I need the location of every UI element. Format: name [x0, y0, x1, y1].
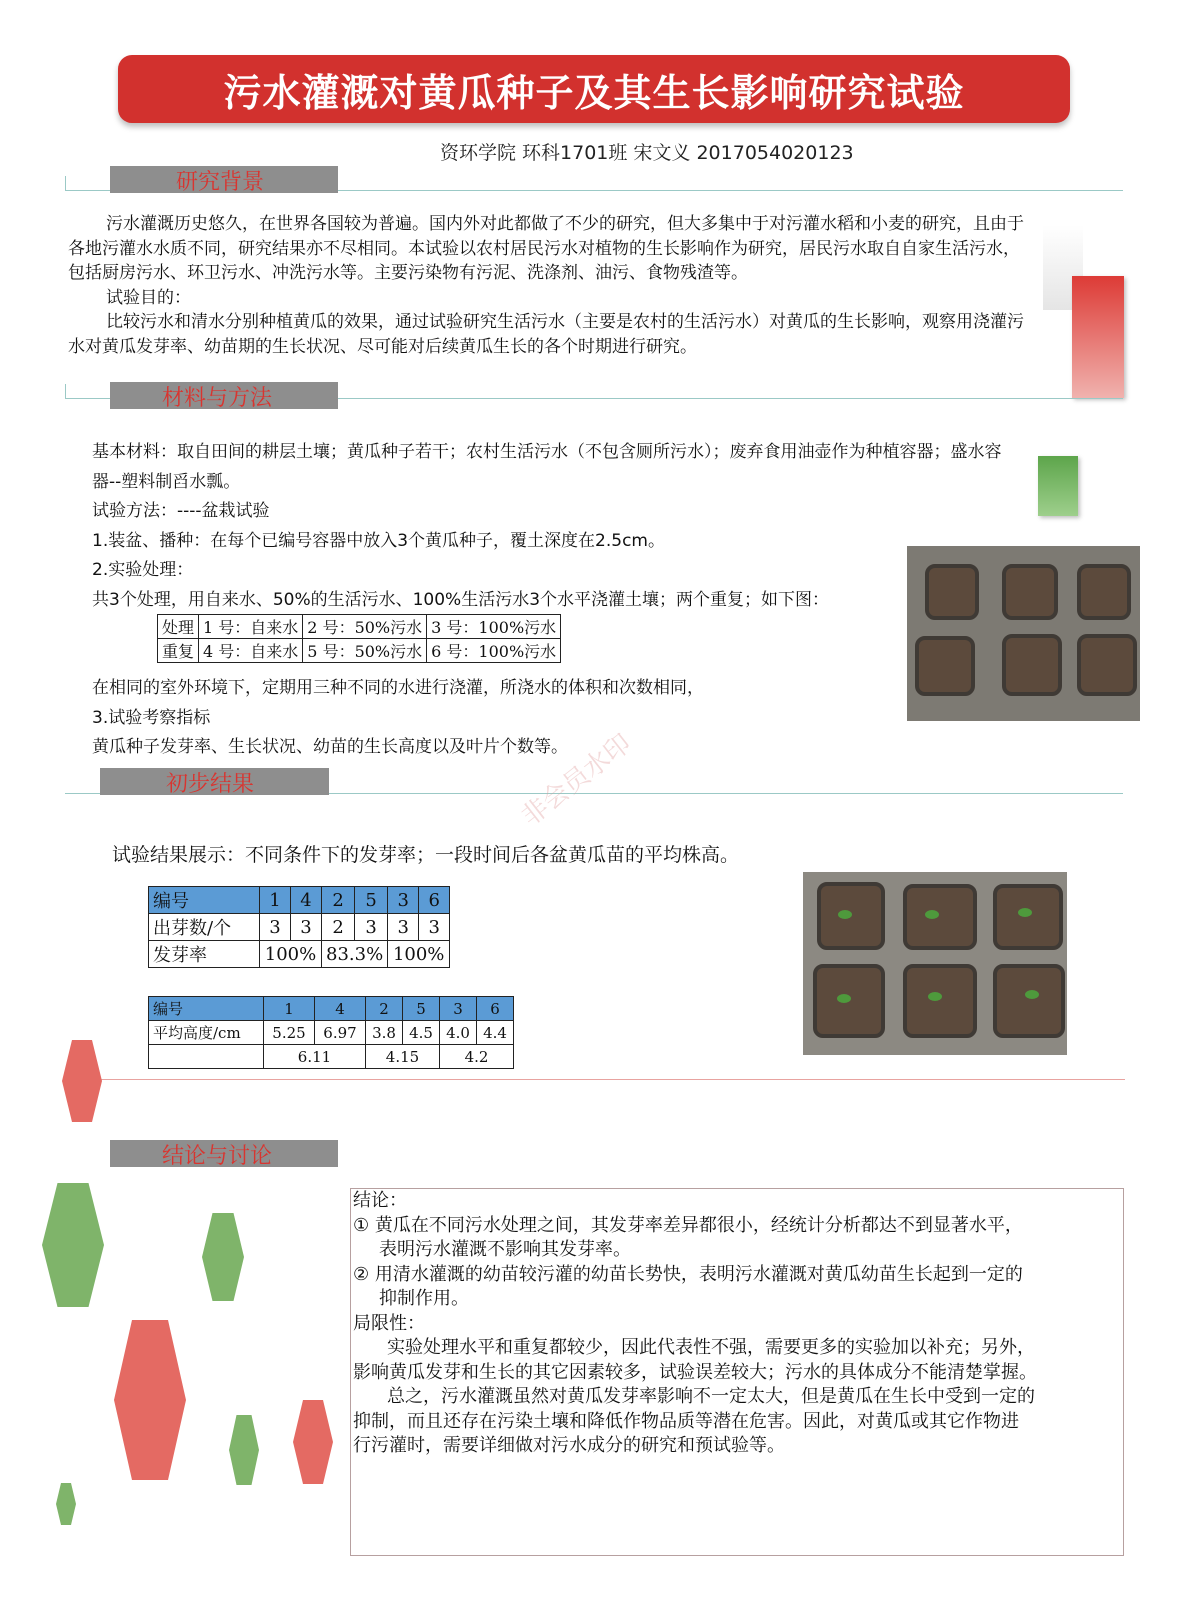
section-heading-background — [110, 382, 338, 409]
table-cell: 1 号：自来水 — [199, 615, 303, 639]
table-header-cell: 3 — [388, 887, 419, 914]
table-row — [158, 639, 561, 663]
table-header-cell: 4 — [291, 887, 322, 914]
decorative-bar-red — [1072, 276, 1124, 398]
table-cell: 2 — [322, 914, 355, 941]
section-heading-background — [110, 1140, 338, 1167]
decorative-hexagon — [202, 1213, 244, 1301]
table-cell: 4.4 — [477, 1021, 514, 1045]
table-cell: 5 号：50%污水 — [303, 639, 427, 663]
table-cell: 3 — [355, 914, 388, 941]
title-banner — [118, 55, 1070, 123]
poster-title: 污水灌溉对黄瓜种子及其生长影响研究试验 — [223, 70, 965, 115]
table-header-cell: 6 — [477, 997, 514, 1021]
text-line: 表明污水灌溉不影响其发芽率。 — [379, 1239, 631, 1260]
section-heading-text: 结论与讨论 — [162, 1144, 273, 1169]
conclusion-box — [350, 1188, 1124, 1556]
table-header-cell: 6 — [419, 887, 450, 914]
table-header-cell: 4 — [315, 997, 366, 1021]
table-cell: 3 号：100%污水 — [427, 615, 561, 639]
table-cell: 3.8 — [366, 1021, 403, 1045]
text-line: 水对黄瓜发芽率、幼苗期的生长状况、尽可能对后续黄瓜生长的各个时期进行研究。 — [68, 336, 697, 357]
table-cell: 处理 — [158, 615, 199, 639]
section-heading-text: 初步结果 — [166, 772, 255, 797]
table-cell: 83.3% — [322, 941, 388, 968]
table-header-cell: 1 — [260, 887, 291, 914]
decorative-hexagon — [229, 1415, 259, 1485]
decorative-hexagon — [62, 1040, 102, 1122]
text-line: 1.装盆、播种：在每个已编号容器中放入3个黄瓜种子，覆土深度在2.5cm。 — [92, 530, 665, 551]
decorative-hexagon — [42, 1183, 104, 1307]
text-line: 影响黄瓜发芽和生长的其它因素较多，试验误差较大；污水的具体成分不能清楚掌握。 — [353, 1361, 1037, 1383]
table-header-cell: 2 — [366, 997, 403, 1021]
table-cell: 2 号：50%污水 — [303, 615, 427, 639]
text-line: 总之，污水灌溉虽然对黄瓜发芽率影响不一定太大，但是黄瓜在生长中受到一定的 — [387, 1386, 1035, 1407]
table-cell: 3 — [419, 914, 450, 941]
decorative-hexagon — [293, 1400, 333, 1484]
table-row — [149, 941, 450, 968]
table-cell: 4 号：自来水 — [199, 639, 303, 663]
text-line: 实验处理水平和重复都较少，因此代表性不强，需要更多的实验加以补充；另外， — [387, 1337, 1035, 1358]
section-heading-background — [100, 768, 329, 795]
text-line: 局限性： — [353, 1312, 425, 1334]
text-line: 共3个处理，用自来水、50%的生活污水、100%生活污水3个水平浇灌土壤；两个重复；如下图： — [92, 589, 830, 610]
table-cell: 平均高度/cm — [149, 1021, 264, 1045]
results-intro: 试验结果展示：不同条件下的发芽率；一段时间后各盆黄瓜苗的平均株高。 — [112, 844, 740, 866]
section-heading-text: 研究背景 — [176, 170, 265, 195]
decorative-hexagon — [114, 1320, 186, 1480]
section-heading-background — [110, 166, 338, 193]
table-header-row — [149, 997, 514, 1021]
table-cell: 重复 — [158, 639, 199, 663]
table-cell: 4.5 — [403, 1021, 440, 1045]
table-header-cell: 3 — [440, 997, 477, 1021]
text-line: 试验目的： — [106, 287, 191, 308]
text-line: 比较污水和清水分别种植黄瓜的效果，通过试验研究生活污水（主要是农村的生活污水）对黄瓜的生长影响，观察用浇灌污 — [106, 312, 1024, 332]
height-table — [148, 996, 514, 1069]
text-line: 器--塑料制舀水瓢。 — [92, 471, 241, 492]
table-header-row — [149, 887, 450, 914]
text-line: ① 黄瓜在不同污水处理之间，其发芽率差异都很小，经统计分析都达不到显著水平， — [353, 1214, 1023, 1236]
table-header-cell: 5 — [403, 997, 440, 1021]
table-cell: 出芽数/个 — [149, 914, 260, 941]
watermark-text: 非会员水印 — [516, 728, 638, 833]
table-header-cell: 5 — [355, 887, 388, 914]
authors-line: 资环学院 环科1701班 宋文义 2017054020123 — [440, 142, 854, 164]
section-heading-text: 材料与方法 — [162, 386, 273, 411]
table-cell: 6 号：100%污水 — [427, 639, 561, 663]
text-line: 污水灌溉历史悠久，在世界各国较为普遍。国内外对此都做了不少的研究，但大多集中于对污灌水稻和小麦的研究，且由于 — [106, 214, 1024, 234]
table-cell: 3 — [260, 914, 291, 941]
table-header-cell: 编号 — [149, 887, 260, 914]
section-divider — [65, 1079, 1125, 1080]
table-cell: 5.25 — [264, 1021, 315, 1045]
table-cell: 3 — [291, 914, 322, 941]
conclusion-text — [353, 1189, 1037, 1459]
table-row — [149, 1045, 514, 1069]
table-header-cell: 2 — [322, 887, 355, 914]
table-cell — [149, 1045, 264, 1069]
decorative-bar-green — [1038, 456, 1078, 516]
decorative-hexagon — [56, 1483, 76, 1525]
text-line: 黄瓜种子发芽率、生长状况、幼苗的生长高度以及叶片个数等。 — [92, 737, 568, 757]
background-paragraph — [68, 212, 1024, 359]
table-cell: 4.0 — [440, 1021, 477, 1045]
table-cell: 100% — [388, 941, 450, 968]
table-header-cell: 编号 — [149, 997, 264, 1021]
table-cell: 4.2 — [440, 1045, 514, 1069]
text-line: 试验方法：----盆栽试验 — [92, 501, 270, 521]
table-row — [149, 1021, 514, 1045]
text-line: ② 用清水灌溉的幼苗较污灌的幼苗长势快，表明污水灌溉对黄瓜幼苗生长起到一定的 — [353, 1263, 1023, 1285]
text-line: 行污灌时，需要详细做对污水成分的研究和预试验等。 — [353, 1435, 785, 1456]
text-line: 各地污灌水水质不同，研究结果亦不尽相同。本试验以农村居民污水对植物的生长影响作为研究，居民污水取自自家生活污水， — [68, 238, 1020, 259]
germination-table — [148, 886, 450, 968]
table-row — [149, 914, 450, 941]
table-cell: 6.11 — [264, 1045, 366, 1069]
pots-photo-planting — [907, 546, 1140, 721]
table-cell: 100% — [260, 941, 322, 968]
table-cell: 4.15 — [366, 1045, 440, 1069]
text-line: 3.试验考察指标 — [92, 707, 211, 728]
text-line: 结论： — [353, 1190, 407, 1211]
table-cell: 发芽率 — [149, 941, 260, 968]
section-bracket — [65, 384, 66, 398]
table-row — [158, 615, 561, 639]
methods-paragraph — [92, 438, 1002, 615]
section-bracket — [65, 176, 66, 190]
text-line: 抑制，而且还存在污染土壤和降低作物品质等潜在危害。因此，对黄瓜或其它作物进 — [353, 1410, 1019, 1432]
table-header-cell: 1 — [264, 997, 315, 1021]
table-cell: 3 — [388, 914, 419, 941]
treatment-table — [157, 614, 561, 663]
text-line: 包括厨房污水、环卫污水、冲洗污水等。主要污染物有污泥、洗涤剂、油污、食物残渣等。 — [68, 263, 748, 283]
pots-photo-seedlings — [803, 872, 1067, 1055]
table-cell: 6.97 — [315, 1021, 366, 1045]
text-line: 2.实验处理： — [92, 560, 194, 580]
text-line: 抑制作用。 — [379, 1288, 469, 1309]
text-line: 基本材料：取自田间的耕层土壤；黄瓜种子若干；农村生活污水（不包含厕所污水）；废弃食用油壶作为种植容器；盛水容 — [92, 442, 1002, 462]
text-line: 在相同的室外环境下，定期用三种不同的水进行浇灌，所浇水的体积和次数相同， — [92, 678, 704, 698]
